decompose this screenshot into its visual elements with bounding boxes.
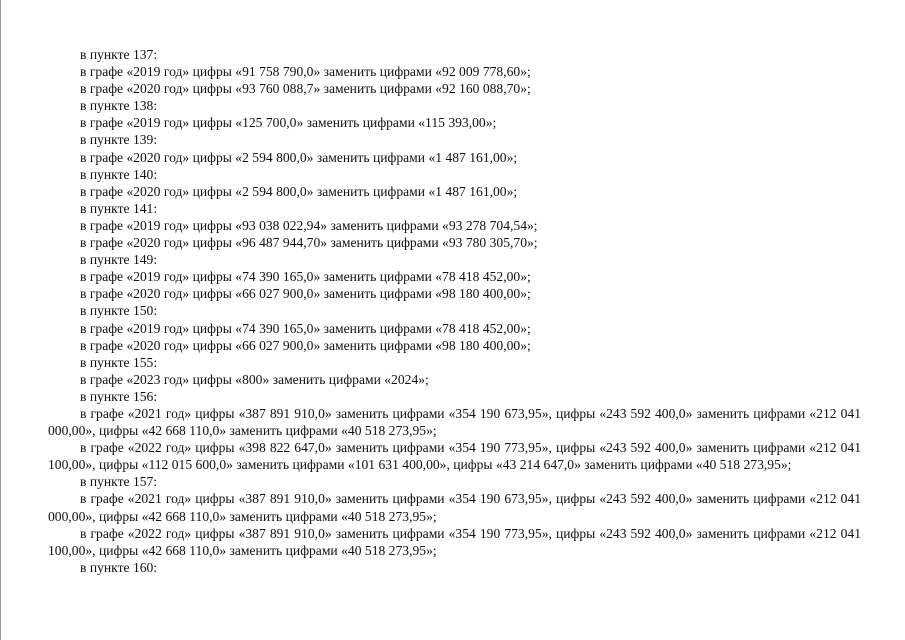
clause-heading: в пункте 141: — [80, 200, 158, 216]
amendment-line: в графе «2020 год» цифры «66 027 900,0» заменить цифрами «98 180 400,00»; — [80, 337, 531, 353]
clause-heading: в пункте 137: — [80, 47, 158, 62]
amendment-paragraph: в графе «2021 год» цифры «387 891 910,0» заменить цифрами «354 190 673,95», цифры «243 592 400,0» заменить цифрами «212 041 000,00», цифры «42 668 110,0» заменить цифрами «40 518 273,95»; — [48, 491, 861, 524]
amendment-paragraph: в графе «2021 год» цифры «387 891 910,0» заменить цифрами «354 190 673,95», цифры «243 592 400,0» заменить цифрами «212 041 000,00», цифры «42 668 110,0» заменить цифрами «40 518 273,95»; — [48, 405, 861, 439]
amendment-paragraph: в графе «2022 год» цифры «387 891 910,0» заменить цифрами «354 190 773,95», цифры «243 592 400,0» заменить цифрами «212 041 100,00», цифры «42 668 110,0» заменить цифрами «40 518 273,95»; — [48, 525, 861, 558]
amendment-line: в графе «2020 год» цифры «96 487 944,70» заменить цифрами «93 780 305,70»; — [80, 235, 538, 251]
amendment-line: в графе «2019 год» цифры «93 038 022,94» заменить цифрами «93 278 704,54»; — [80, 217, 538, 233]
clause-heading: в пункте 140: — [80, 166, 158, 182]
clause-heading: в пункте 150: — [80, 303, 158, 319]
page-edge-rule — [0, 0, 1, 640]
document-body — [48, 46, 861, 576]
clause-heading: в пункте 160: — [80, 559, 158, 575]
amendment-line: в графе «2019 год» цифры «91 758 790,0» заменить цифрами «92 009 778,60»; — [80, 64, 531, 80]
clause-heading: в пункте 155: — [80, 354, 158, 370]
amendment-line: в графе «2019 год» цифры «125 700,0» заменить цифрами «115 393,00»; — [80, 115, 497, 131]
clause-heading: в пункте 149: — [80, 252, 158, 268]
amendment-line: в графе «2020 год» цифры «93 760 088,7» заменить цифрами «92 160 088,70»; — [80, 81, 531, 97]
amendment-paragraph: в графе «2022 год» цифры «398 822 647,0» заменить цифрами «354 190 773,95», цифры «243 592 400,0» заменить цифрами «212 041 100,00», цифры «112 015 600,0» заменить цифрами «101 631 400,00», цифры «43 214 647,0» заменить цифрами «40 518 273,95»; — [48, 440, 861, 473]
amendment-line: в графе «2019 год» цифры «74 390 165,0» заменить цифрами «78 418 452,00»; — [80, 320, 531, 336]
clause-heading: в пункте 157: — [80, 474, 158, 490]
clause-heading: в пункте 139: — [80, 132, 158, 148]
amendment-line: в графе «2020 год» цифры «2 594 800,0» заменить цифрами «1 487 161,00»; — [80, 183, 518, 199]
amendment-line: в графе «2023 год» цифры «800» заменить цифрами «2024»; — [80, 371, 429, 387]
amendment-line: в графе «2020 год» цифры «2 594 800,0» заменить цифрами «1 487 161,00»; — [80, 149, 518, 165]
clause-heading: в пункте 156: — [80, 388, 158, 404]
amendment-line: в графе «2020 год» цифры «66 027 900,0» заменить цифрами «98 180 400,00»; — [80, 286, 531, 302]
amendment-line: в графе «2019 год» цифры «74 390 165,0» заменить цифрами «78 418 452,00»; — [80, 269, 531, 285]
clause-heading: в пункте 138: — [80, 98, 158, 114]
